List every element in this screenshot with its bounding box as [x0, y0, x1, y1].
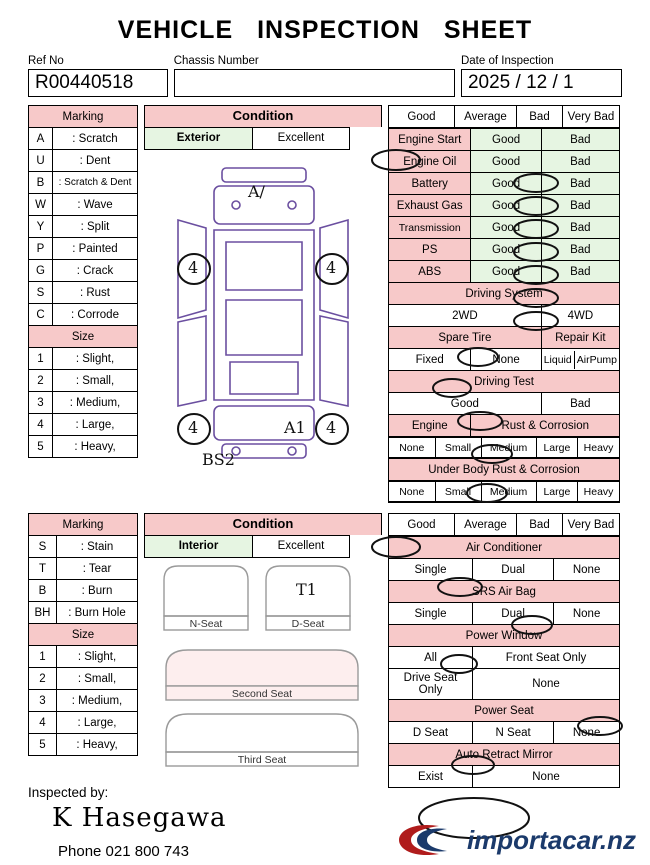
battery-label: Battery — [389, 173, 471, 195]
driving-system-4wd[interactable]: 4WD — [541, 305, 619, 327]
interior-condition-row — [144, 535, 382, 558]
driving-test-title: Driving Test — [389, 371, 620, 393]
interior-size-desc: : Small, — [57, 668, 138, 690]
interior-marking-desc: : Stain — [57, 536, 138, 558]
under-body-medium[interactable]: Medium — [481, 482, 536, 502]
battery-bad[interactable]: Bad — [541, 173, 619, 195]
diagram-mark-fr: 4 — [326, 258, 337, 277]
diagram-note-bottom: BS2 — [202, 450, 235, 469]
power-seat-n[interactable]: N Seat — [473, 722, 554, 744]
interior-marking-desc: : Burn Hole — [57, 602, 138, 624]
srs-dual[interactable]: Dual — [473, 603, 554, 625]
size-code: 2 — [29, 370, 53, 392]
marking-desc: : Split — [53, 216, 138, 238]
n-seat-label: N-Seat — [189, 618, 223, 630]
marking-code: U — [29, 150, 53, 172]
logo-text: importacar.nz — [466, 824, 636, 855]
engine-rust-none[interactable]: None — [389, 438, 435, 458]
interior-size-desc: : Slight, — [57, 646, 138, 668]
marking-desc: : Scratch & Dent — [53, 172, 138, 194]
srs-air-bag-title: SRS Air Bag — [389, 581, 620, 603]
abs-bad[interactable]: Bad — [541, 261, 619, 283]
ps-label: PS — [389, 239, 471, 261]
engine-rust-small[interactable]: Small — [435, 438, 481, 458]
interior-marking-code: S — [29, 536, 57, 558]
interior-size-code: 3 — [29, 690, 57, 712]
driving-test-good[interactable]: Good — [389, 393, 542, 415]
inspector-signature: K Hasegawa — [52, 803, 227, 833]
air-conditioner-none[interactable]: None — [554, 559, 620, 581]
logo-swoosh-icon — [395, 823, 465, 857]
header-fields — [0, 55, 650, 97]
marking-code: B — [29, 172, 53, 194]
d-seat-label: D-Seat — [291, 618, 325, 630]
chassis-number-label: Chassis Number — [173, 55, 259, 67]
under-body-large[interactable]: Large — [536, 482, 577, 502]
interior-option-verybad[interactable]: Very Bad — [563, 514, 620, 536]
engine-rust-medium[interactable]: Medium — [481, 438, 536, 458]
exterior-option-bad[interactable]: Bad — [517, 106, 563, 128]
under-body-none[interactable]: None — [389, 482, 435, 502]
chassis-number-field — [174, 55, 455, 97]
diagram-note-top: A/ — [248, 182, 265, 201]
transmission-good[interactable]: Good — [471, 217, 541, 239]
exterior-option-good[interactable]: Good — [389, 106, 455, 128]
exterior-marking-legend — [28, 105, 138, 503]
ps-bad[interactable]: Bad — [541, 239, 619, 261]
exhaust-gas-good[interactable]: Good — [471, 195, 541, 217]
interior-option-bad[interactable]: Bad — [517, 514, 563, 536]
interior-size-code: 4 — [29, 712, 57, 734]
size-header: Size — [29, 326, 138, 348]
driving-system-2wd[interactable]: 2WD — [389, 305, 542, 327]
repair-kit-airpump[interactable]: AirPump — [576, 353, 617, 366]
rust-corrosion-title: Rust & Corrosion — [471, 415, 620, 437]
power-window-drive-only[interactable]: Drive Seat Only — [389, 669, 473, 700]
air-conditioner-single[interactable]: Single — [389, 559, 473, 581]
size-desc: : Small, — [53, 370, 138, 392]
auto-retract-exist[interactable]: Exist — [389, 766, 473, 788]
marking-desc: : Dent — [53, 150, 138, 172]
date-label: Date of Inspection — [460, 55, 554, 67]
power-window-front-only[interactable]: Front Seat Only — [473, 647, 620, 669]
title-word-2: INSPECTION — [257, 16, 420, 44]
size-code: 3 — [29, 392, 53, 414]
repair-kit-title: Repair Kit — [541, 327, 619, 349]
driving-test-bad[interactable]: Bad — [541, 393, 619, 415]
size-code: 4 — [29, 414, 53, 436]
interior-marking-code: BH — [29, 602, 57, 624]
interior-option-average[interactable]: Average — [455, 514, 517, 536]
marking-desc: : Scratch — [53, 128, 138, 150]
exterior-scale — [388, 105, 620, 128]
second-seat-label: Second Seat — [231, 688, 293, 700]
interior-condition-title: Condition — [144, 513, 382, 535]
transmission-bad[interactable]: Bad — [541, 217, 619, 239]
abs-label: ABS — [389, 261, 471, 283]
under-body-small[interactable]: Small — [435, 482, 481, 502]
seats-svg — [144, 558, 382, 788]
chassis-number-value[interactable] — [174, 69, 455, 97]
marking-header: Marking — [29, 106, 138, 128]
third-seat-label: Third Seat — [237, 754, 287, 766]
interior-section — [0, 503, 650, 788]
spare-tire-fixed[interactable]: Fixed — [389, 349, 471, 371]
exterior-option-verybad[interactable]: Very Bad — [563, 106, 620, 128]
interior-option-excellent[interactable]: Excellent — [252, 535, 350, 558]
srs-none[interactable]: None — [554, 603, 620, 625]
interior-marking-desc: : Tear — [57, 558, 138, 580]
engine-rust-large[interactable]: Large — [536, 438, 577, 458]
size-desc: : Medium, — [53, 392, 138, 414]
diagram-mark-rl: 4 — [188, 418, 199, 437]
date-value[interactable]: 2025 / 12 / 1 — [461, 69, 622, 97]
interior-marking-legend — [28, 513, 138, 788]
size-desc: : Large, — [53, 414, 138, 436]
marking-code: C — [29, 304, 53, 326]
spare-tire-title: Spare Tire — [389, 327, 542, 349]
air-conditioner-title: Air Conditioner — [389, 537, 620, 559]
interior-seats-diagram — [144, 558, 382, 788]
marking-code: G — [29, 260, 53, 282]
page-title — [0, 0, 650, 55]
interior-size-desc: : Medium, — [57, 690, 138, 712]
engine-oil-label: Engine Oil — [389, 151, 471, 173]
power-seat-none[interactable]: None — [554, 722, 620, 744]
exterior-condition-row — [144, 127, 382, 150]
mechanical-table — [388, 128, 620, 503]
interior-scale-options — [388, 513, 620, 536]
srs-single[interactable]: Single — [389, 603, 473, 625]
auto-retract-none[interactable]: None — [473, 766, 620, 788]
marking-desc: : Crack — [53, 260, 138, 282]
power-window-title: Power Window — [389, 625, 620, 647]
under-body-heavy[interactable]: Heavy — [578, 482, 619, 502]
abs-good[interactable]: Good — [471, 261, 541, 283]
size-code: 1 — [29, 348, 53, 370]
battery-good[interactable]: Good — [471, 173, 541, 195]
interior-size-code: 2 — [29, 668, 57, 690]
ref-no-label: Ref No — [28, 55, 64, 67]
interior-size-code: 1 — [29, 646, 57, 668]
interior-mark-d-seat: T1 — [296, 580, 317, 599]
engine-rust-heavy[interactable]: Heavy — [578, 438, 619, 458]
exhaust-gas-label: Exhaust Gas — [389, 195, 471, 217]
interior-marking-code: T — [29, 558, 57, 580]
engine-start-label: Engine Start — [389, 129, 471, 151]
inspected-by-label: Inspected by: — [28, 785, 109, 800]
repair-kit-liquid[interactable]: Liquid — [542, 351, 575, 369]
marking-code: P — [29, 238, 53, 260]
interior-marking-header: Marking — [29, 514, 138, 536]
phone-number: Phone 021 800 743 — [58, 843, 189, 860]
marking-desc: : Painted — [53, 238, 138, 260]
ref-no-value[interactable]: R00440518 — [28, 69, 168, 97]
exterior-diagram-panel — [144, 105, 382, 503]
transmission-label: Transmission — [389, 217, 471, 239]
exhaust-gas-bad[interactable]: Bad — [541, 195, 619, 217]
power-seat-d[interactable]: D Seat — [389, 722, 473, 744]
equipment-panel — [388, 513, 620, 788]
marking-desc: : Rust — [53, 282, 138, 304]
engine-start-bad[interactable]: Bad — [541, 129, 619, 151]
air-conditioner-dual[interactable]: Dual — [473, 559, 554, 581]
marking-desc: : Wave — [53, 194, 138, 216]
mechanical-panel — [388, 105, 620, 503]
title-word-1: VEHICLE — [117, 16, 234, 44]
interior-option-good[interactable]: Good — [389, 514, 455, 536]
footer — [0, 783, 650, 865]
interior-diagram-panel — [144, 513, 382, 788]
size-desc: : Heavy, — [53, 436, 138, 458]
diagram-mark-fl: 4 — [188, 258, 199, 277]
interior-label: Interior — [144, 535, 252, 558]
marking-desc: : Corrode — [53, 304, 138, 326]
engine-start-good[interactable]: Good — [471, 129, 541, 151]
engine-rust-label: Engine — [389, 415, 471, 437]
engine-oil-good[interactable]: Good — [471, 151, 541, 173]
driving-system-title: Driving System — [389, 283, 620, 305]
power-window-all[interactable]: All — [389, 647, 473, 669]
title-word-3: SHEET — [443, 16, 533, 44]
under-body-title: Under Body Rust & Corrosion — [389, 459, 620, 481]
exterior-section — [0, 97, 650, 503]
interior-size-desc: : Heavy, — [57, 734, 138, 756]
size-code: 5 — [29, 436, 53, 458]
interior-marking-code: B — [29, 580, 57, 602]
interior-size-code: 5 — [29, 734, 57, 756]
car-diagram — [144, 150, 382, 485]
engine-oil-bad[interactable]: Bad — [541, 151, 619, 173]
interior-marking-desc: : Burn — [57, 580, 138, 602]
size-desc: : Slight, — [53, 348, 138, 370]
auto-retract-mirror-title: Auto Retract Mirror — [389, 744, 620, 766]
equipment-table — [388, 536, 620, 788]
marking-code: Y — [29, 216, 53, 238]
date-of-inspection-field — [461, 55, 622, 97]
diagram-note-rear: A1 — [284, 418, 306, 437]
power-window-none[interactable]: None — [473, 669, 620, 700]
exterior-option-excellent[interactable]: Excellent — [252, 127, 350, 150]
marking-code: A — [29, 128, 53, 150]
importacar-logo[interactable] — [395, 823, 636, 857]
exterior-option-average[interactable]: Average — [455, 106, 517, 128]
ref-no-field — [28, 55, 168, 97]
interior-size-desc: : Large, — [57, 712, 138, 734]
interior-size-header: Size — [29, 624, 138, 646]
marking-code: S — [29, 282, 53, 304]
diagram-mark-rr: 4 — [326, 418, 337, 437]
spare-tire-none[interactable]: None — [471, 349, 541, 371]
marking-code: W — [29, 194, 53, 216]
exterior-label: Exterior — [144, 127, 252, 150]
power-seat-title: Power Seat — [389, 700, 620, 722]
ps-good[interactable]: Good — [471, 239, 541, 261]
condition-title: Condition — [144, 105, 382, 127]
